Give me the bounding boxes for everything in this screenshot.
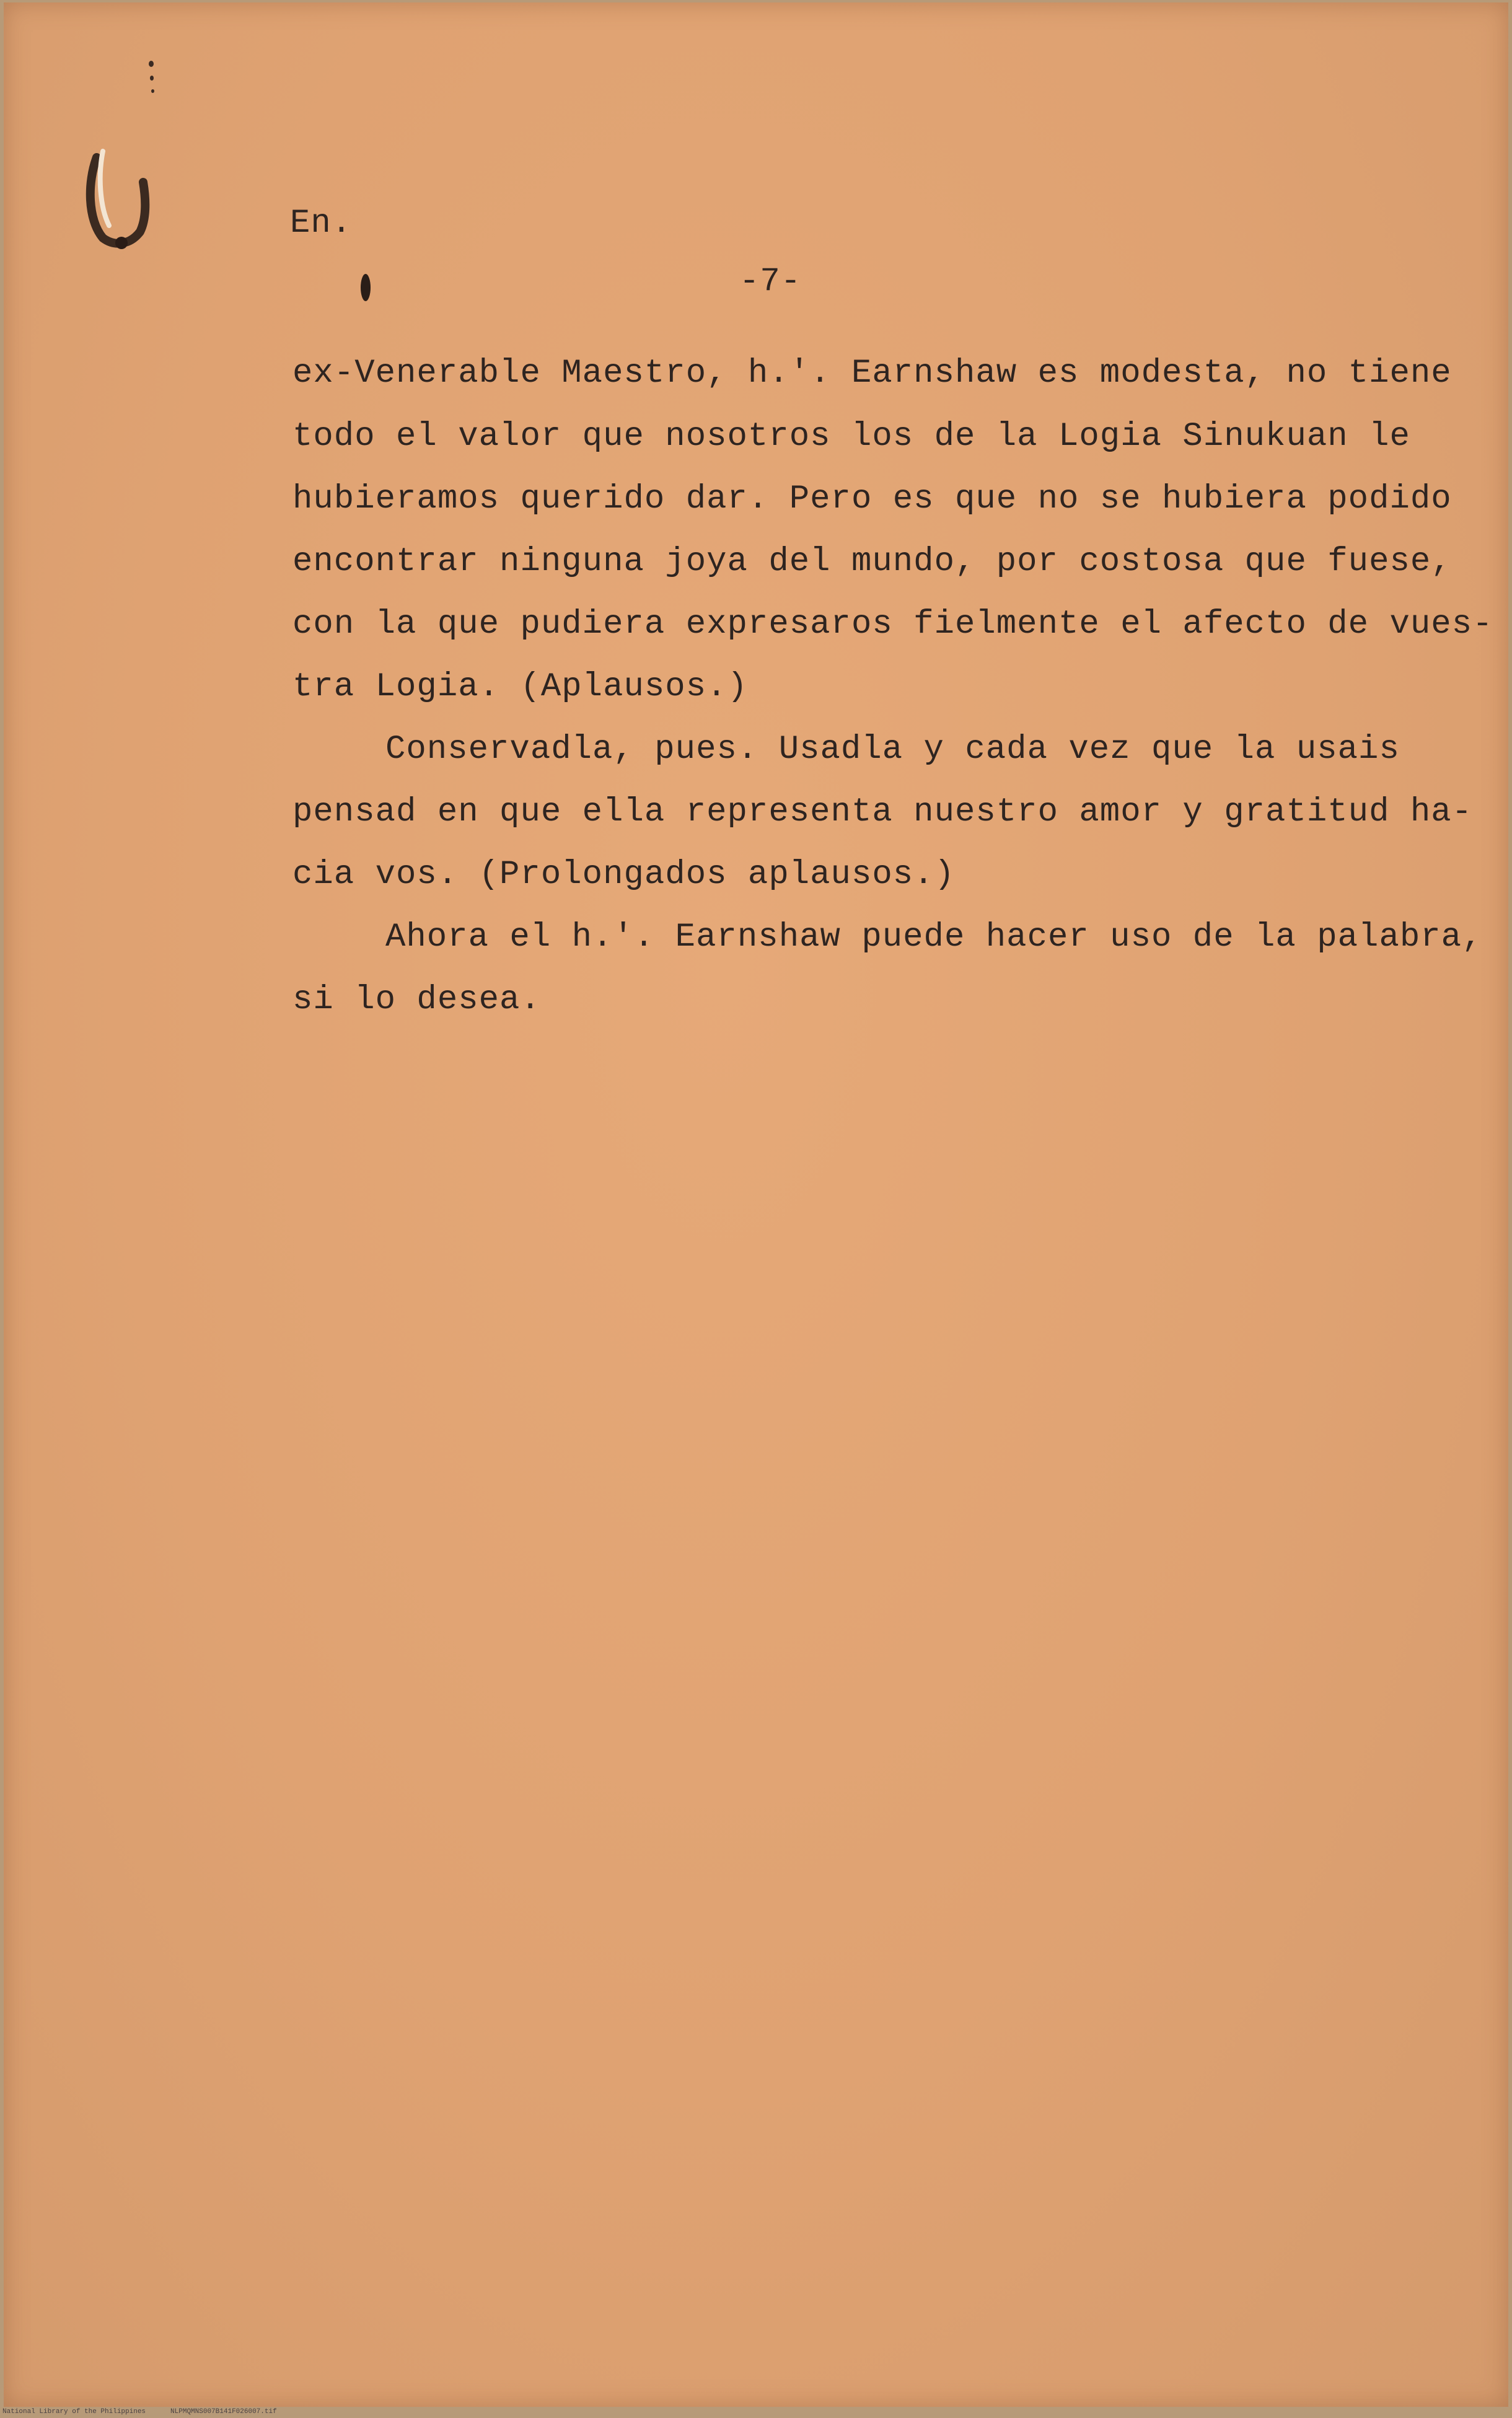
footer-file-id: NLPMQMNS007B141F026007.tif [170, 2408, 277, 2416]
footer-institution: National Library of the Philippines [2, 2408, 146, 2416]
ink-speck [149, 61, 154, 67]
body-line: encontrar ninguna joya del mundo, por costosa que fuese, [292, 543, 1452, 581]
reference-initials: En. [290, 204, 353, 242]
archive-footer [2, 2408, 277, 2416]
ink-speck [151, 89, 154, 93]
burn-mark [84, 133, 152, 250]
body-line: todo el valor que nosotros los de la Logia Sinukuan le [292, 418, 1410, 455]
body-line: Ahora el h.'. Earnshaw puede hacer uso de la palabra, [385, 918, 1483, 956]
body-line: pensad en que ella representa nuestro amor y gratitud ha- [292, 793, 1473, 831]
page-number: -7- [739, 263, 802, 301]
document-page [4, 2, 1508, 2407]
body-line: Conservadla, pues. Usadla y cada vez que la usais [385, 731, 1400, 768]
body-line: si lo desea. [292, 981, 541, 1019]
ink-blot [361, 274, 371, 301]
body-line: ex-Venerable Maestro, h.'. Earnshaw es modesta, no tiene [292, 354, 1452, 392]
body-line: cia vos. (Prolongados aplausos.) [292, 856, 955, 894]
body-line: tra Logia. (Aplausos.) [292, 668, 748, 706]
body-line: con la que pudiera expresaros fielmente el afecto de vues- [292, 605, 1493, 643]
body-line: hubieramos querido dar. Pero es que no se hubiera podido [292, 480, 1452, 518]
ink-speck [150, 76, 154, 81]
